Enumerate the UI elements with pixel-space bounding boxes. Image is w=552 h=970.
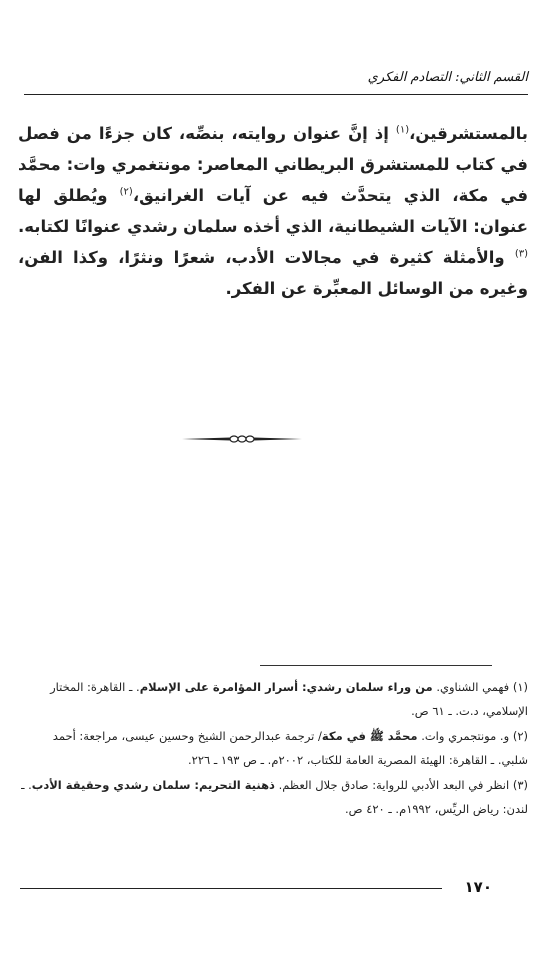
footnote-title: محمَّد ﷺ في مكة [321, 729, 418, 743]
footnote-ref-3[interactable]: (٣) [514, 248, 528, 260]
footnote-author: انظر في البعد الأدبي للرواية: صادق جلال العظم. [274, 778, 513, 792]
page-number: ١٧٠ [464, 878, 492, 896]
body-text-part-3: ويُطلق لها عنوان: الآيات الشيطانية، الذي أخذه سلمان رشدي عنوانًا لكتابه. [17, 186, 528, 236]
footnote-title: من وراء سلمان رشدي: أسرار المؤامرة على الإسلام [139, 680, 433, 694]
footnote-publication: . ـ لندن: رياض الريِّس، ١٩٩٢م. ـ ٤٢٠ ص. [21, 778, 528, 816]
footnote-ref-1[interactable]: (١) [395, 124, 410, 136]
footnote-publication: . ـ القاهرة: المختار الإسلامي، د.ت. ـ ٦١ ص. [50, 680, 528, 718]
section-ornament [182, 432, 302, 446]
footnote-author: فهمي الشناوي. [432, 680, 513, 694]
footnote-3 [20, 774, 528, 821]
footnote-author: و. مونتجمري وات. [417, 729, 513, 743]
footnote-2 [20, 725, 528, 772]
footnote-title: ذهنية التحريم: سلمان رشدي وحقيقة الأدب [31, 778, 275, 792]
footnotes [20, 676, 528, 823]
footnote-number: (١) [512, 680, 528, 694]
header-rule [24, 94, 528, 95]
footnote-number: (٢) [512, 729, 528, 743]
footnote-publication: / ترجمة عبدالرحمن الشيخ وحسين عيسى، مراجعة: أحمد شلبي. ـ القاهرة: الهيئة المصرية العامة للكتاب، ٢٠٠٢م. ـ ص ١٩٣ ـ ٢٢٦. [52, 729, 528, 767]
footnote-rule [260, 665, 492, 666]
running-head: القسم الثاني: التصادم الفكري [367, 70, 528, 85]
body-paragraph [18, 118, 528, 304]
footnote-number: (٣) [512, 778, 528, 792]
footnote-1 [20, 676, 528, 723]
footnote-ref-2[interactable]: (٢) [119, 186, 133, 198]
footer-rule [20, 888, 442, 889]
body-text-part-2: إذ إنَّ عنوان روايته، بنصِّه، كان جزءًا من فصل في كتاب للمستشرق البريطاني المعاصر: مونتغمري وات: محمَّد في مكة، الذي يتحدَّث فيه عن آيات الغرانيق، [18, 124, 528, 205]
body-text-part-4: والأمثلة كثيرة في مجالات الأدب، شعرًا ونثرًا، وكذا الفن، وغيره من الوسائل المعبِّرة عن الفكر. [18, 248, 528, 298]
body-text-part-1: بالمستشرقين، [409, 124, 528, 143]
